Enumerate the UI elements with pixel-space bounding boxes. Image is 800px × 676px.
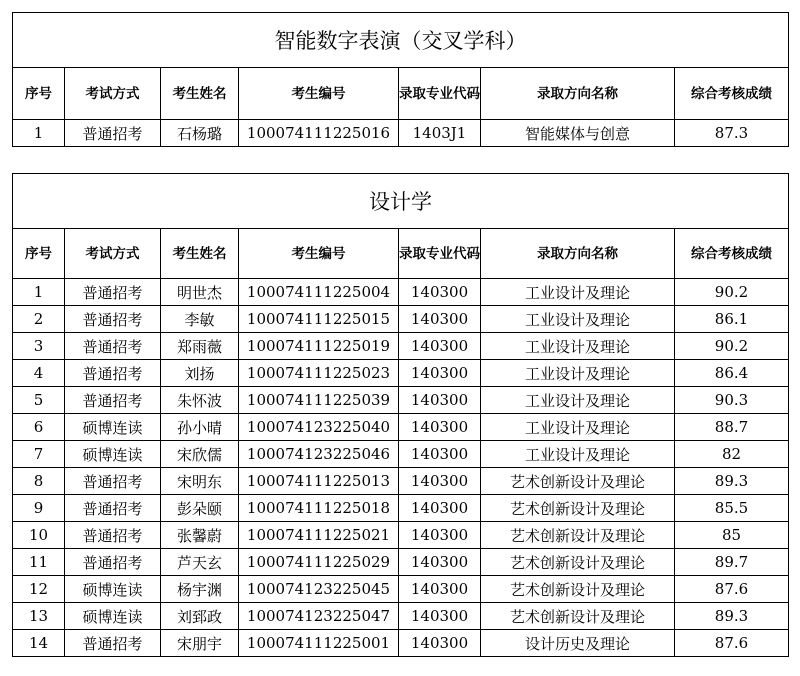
cell-exam-id: 100074111225018 bbox=[239, 495, 399, 522]
cell-seq: 8 bbox=[13, 468, 65, 495]
cell-method: 普通招考 bbox=[65, 279, 161, 306]
cell-score: 90.2 bbox=[675, 279, 789, 306]
table-row bbox=[13, 441, 789, 468]
cell-exam-id: 100074123225046 bbox=[239, 441, 399, 468]
table-row bbox=[13, 495, 789, 522]
cell-seq: 13 bbox=[13, 603, 65, 630]
cell-exam-id: 100074111225015 bbox=[239, 306, 399, 333]
cell-seq: 9 bbox=[13, 495, 65, 522]
cell-major-code: 140300 bbox=[399, 630, 481, 657]
cell-name: 宋明东 bbox=[161, 468, 239, 495]
cell-major-code: 140300 bbox=[399, 468, 481, 495]
cell-direction: 艺术创新设计及理论 bbox=[481, 495, 675, 522]
cell-name: 刘扬 bbox=[161, 360, 239, 387]
cell-major-code: 1403J1 bbox=[399, 120, 481, 147]
cell-name: 彭朵颐 bbox=[161, 495, 239, 522]
table-row bbox=[13, 306, 789, 333]
cell-seq: 11 bbox=[13, 549, 65, 576]
cell-name: 孙小晴 bbox=[161, 414, 239, 441]
cell-exam-id: 100074123225040 bbox=[239, 414, 399, 441]
cell-direction: 工业设计及理论 bbox=[481, 414, 675, 441]
cell-score: 90.2 bbox=[675, 333, 789, 360]
cell-seq: 6 bbox=[13, 414, 65, 441]
cell-direction: 艺术创新设计及理论 bbox=[481, 549, 675, 576]
table-row bbox=[13, 387, 789, 414]
table-row bbox=[13, 576, 789, 603]
table-row bbox=[13, 630, 789, 657]
cell-method: 硕博连读 bbox=[65, 414, 161, 441]
cell-score: 86.1 bbox=[675, 306, 789, 333]
cell-method: 普通招考 bbox=[65, 549, 161, 576]
admission-table-design bbox=[12, 173, 789, 657]
cell-method: 普通招考 bbox=[65, 306, 161, 333]
cell-method: 普通招考 bbox=[65, 333, 161, 360]
cell-name: 杨宇渊 bbox=[161, 576, 239, 603]
cell-major-code: 140300 bbox=[399, 441, 481, 468]
header-exam-id: 考生编号 bbox=[239, 68, 399, 120]
cell-score: 87.6 bbox=[675, 630, 789, 657]
cell-exam-id: 100074123225047 bbox=[239, 603, 399, 630]
cell-seq: 10 bbox=[13, 522, 65, 549]
table-title: 设计学 bbox=[13, 174, 789, 229]
header-major-code: 录取专业代码 bbox=[399, 68, 481, 120]
cell-exam-id: 100074111225039 bbox=[239, 387, 399, 414]
cell-method: 普通招考 bbox=[65, 468, 161, 495]
table-header-row bbox=[13, 68, 789, 120]
cell-method: 硕博连读 bbox=[65, 603, 161, 630]
cell-exam-id: 100074111225001 bbox=[239, 630, 399, 657]
cell-seq: 12 bbox=[13, 576, 65, 603]
cell-name: 朱怀波 bbox=[161, 387, 239, 414]
cell-major-code: 140300 bbox=[399, 495, 481, 522]
cell-method: 普通招考 bbox=[65, 387, 161, 414]
cell-direction: 工业设计及理论 bbox=[481, 441, 675, 468]
table-title-row bbox=[13, 174, 789, 229]
cell-score: 82 bbox=[675, 441, 789, 468]
cell-seq: 3 bbox=[13, 333, 65, 360]
cell-name: 明世杰 bbox=[161, 279, 239, 306]
table-row bbox=[13, 414, 789, 441]
table-row bbox=[13, 522, 789, 549]
cell-direction: 工业设计及理论 bbox=[481, 306, 675, 333]
header-method: 考试方式 bbox=[65, 68, 161, 120]
cell-exam-id: 100074111225021 bbox=[239, 522, 399, 549]
header-method: 考试方式 bbox=[65, 229, 161, 279]
cell-score: 87.3 bbox=[675, 120, 789, 147]
table-row bbox=[13, 120, 789, 147]
cell-major-code: 140300 bbox=[399, 333, 481, 360]
cell-method: 普通招考 bbox=[65, 120, 161, 147]
cell-major-code: 140300 bbox=[399, 576, 481, 603]
cell-major-code: 140300 bbox=[399, 414, 481, 441]
table-header-row bbox=[13, 229, 789, 279]
cell-name: 芦天玄 bbox=[161, 549, 239, 576]
header-name: 考生姓名 bbox=[161, 229, 239, 279]
table-row bbox=[13, 468, 789, 495]
cell-seq: 1 bbox=[13, 279, 65, 306]
cell-score: 86.4 bbox=[675, 360, 789, 387]
cell-score: 85.5 bbox=[675, 495, 789, 522]
table-row bbox=[13, 603, 789, 630]
cell-method: 硕博连读 bbox=[65, 441, 161, 468]
header-seq: 序号 bbox=[13, 68, 65, 120]
cell-seq: 14 bbox=[13, 630, 65, 657]
cell-seq: 5 bbox=[13, 387, 65, 414]
header-direction: 录取方向名称 bbox=[481, 229, 675, 279]
cell-name: 郑雨薇 bbox=[161, 333, 239, 360]
header-score: 综合考核成绩 bbox=[675, 68, 789, 120]
cell-method: 普通招考 bbox=[65, 495, 161, 522]
cell-exam-id: 100074111225013 bbox=[239, 468, 399, 495]
table-row bbox=[13, 333, 789, 360]
header-score: 综合考核成绩 bbox=[675, 229, 789, 279]
cell-method: 普通招考 bbox=[65, 360, 161, 387]
cell-seq: 4 bbox=[13, 360, 65, 387]
header-direction: 录取方向名称 bbox=[481, 68, 675, 120]
cell-major-code: 140300 bbox=[399, 603, 481, 630]
header-name: 考生姓名 bbox=[161, 68, 239, 120]
table-title-row bbox=[13, 13, 789, 68]
cell-name: 石杨璐 bbox=[161, 120, 239, 147]
cell-seq: 1 bbox=[13, 120, 65, 147]
cell-major-code: 140300 bbox=[399, 306, 481, 333]
cell-name: 宋朋宇 bbox=[161, 630, 239, 657]
cell-name: 李敏 bbox=[161, 306, 239, 333]
cell-name: 张馨蔚 bbox=[161, 522, 239, 549]
cell-direction: 工业设计及理论 bbox=[481, 279, 675, 306]
cell-major-code: 140300 bbox=[399, 360, 481, 387]
cell-score: 90.3 bbox=[675, 387, 789, 414]
cell-direction: 工业设计及理论 bbox=[481, 360, 675, 387]
table-row bbox=[13, 549, 789, 576]
cell-name: 刘郅政 bbox=[161, 603, 239, 630]
cell-direction: 艺术创新设计及理论 bbox=[481, 576, 675, 603]
cell-direction: 艺术创新设计及理论 bbox=[481, 603, 675, 630]
cell-exam-id: 100074111225023 bbox=[239, 360, 399, 387]
table-title: 智能数字表演（交叉学科） bbox=[13, 13, 789, 68]
cell-method: 普通招考 bbox=[65, 630, 161, 657]
admission-table-interdisciplinary bbox=[12, 12, 789, 147]
cell-direction: 工业设计及理论 bbox=[481, 387, 675, 414]
cell-score: 89.3 bbox=[675, 603, 789, 630]
table-row bbox=[13, 360, 789, 387]
cell-direction: 工业设计及理论 bbox=[481, 333, 675, 360]
cell-direction: 艺术创新设计及理论 bbox=[481, 468, 675, 495]
cell-major-code: 140300 bbox=[399, 279, 481, 306]
header-major-code: 录取专业代码 bbox=[399, 229, 481, 279]
cell-direction: 智能媒体与创意 bbox=[481, 120, 675, 147]
cell-direction: 艺术创新设计及理论 bbox=[481, 522, 675, 549]
table-row bbox=[13, 279, 789, 306]
cell-method: 硕博连读 bbox=[65, 576, 161, 603]
header-exam-id: 考生编号 bbox=[239, 229, 399, 279]
cell-score: 89.3 bbox=[675, 468, 789, 495]
cell-score: 88.7 bbox=[675, 414, 789, 441]
cell-seq: 7 bbox=[13, 441, 65, 468]
header-seq: 序号 bbox=[13, 229, 65, 279]
cell-exam-id: 100074123225045 bbox=[239, 576, 399, 603]
cell-score: 89.7 bbox=[675, 549, 789, 576]
cell-seq: 2 bbox=[13, 306, 65, 333]
cell-exam-id: 100074111225004 bbox=[239, 279, 399, 306]
cell-major-code: 140300 bbox=[399, 387, 481, 414]
cell-score: 85 bbox=[675, 522, 789, 549]
cell-direction: 设计历史及理论 bbox=[481, 630, 675, 657]
cell-major-code: 140300 bbox=[399, 522, 481, 549]
cell-exam-id: 100074111225029 bbox=[239, 549, 399, 576]
cell-method: 普通招考 bbox=[65, 522, 161, 549]
cell-exam-id: 100074111225016 bbox=[239, 120, 399, 147]
cell-name: 宋欣儒 bbox=[161, 441, 239, 468]
cell-major-code: 140300 bbox=[399, 549, 481, 576]
cell-exam-id: 100074111225019 bbox=[239, 333, 399, 360]
cell-score: 87.6 bbox=[675, 576, 789, 603]
